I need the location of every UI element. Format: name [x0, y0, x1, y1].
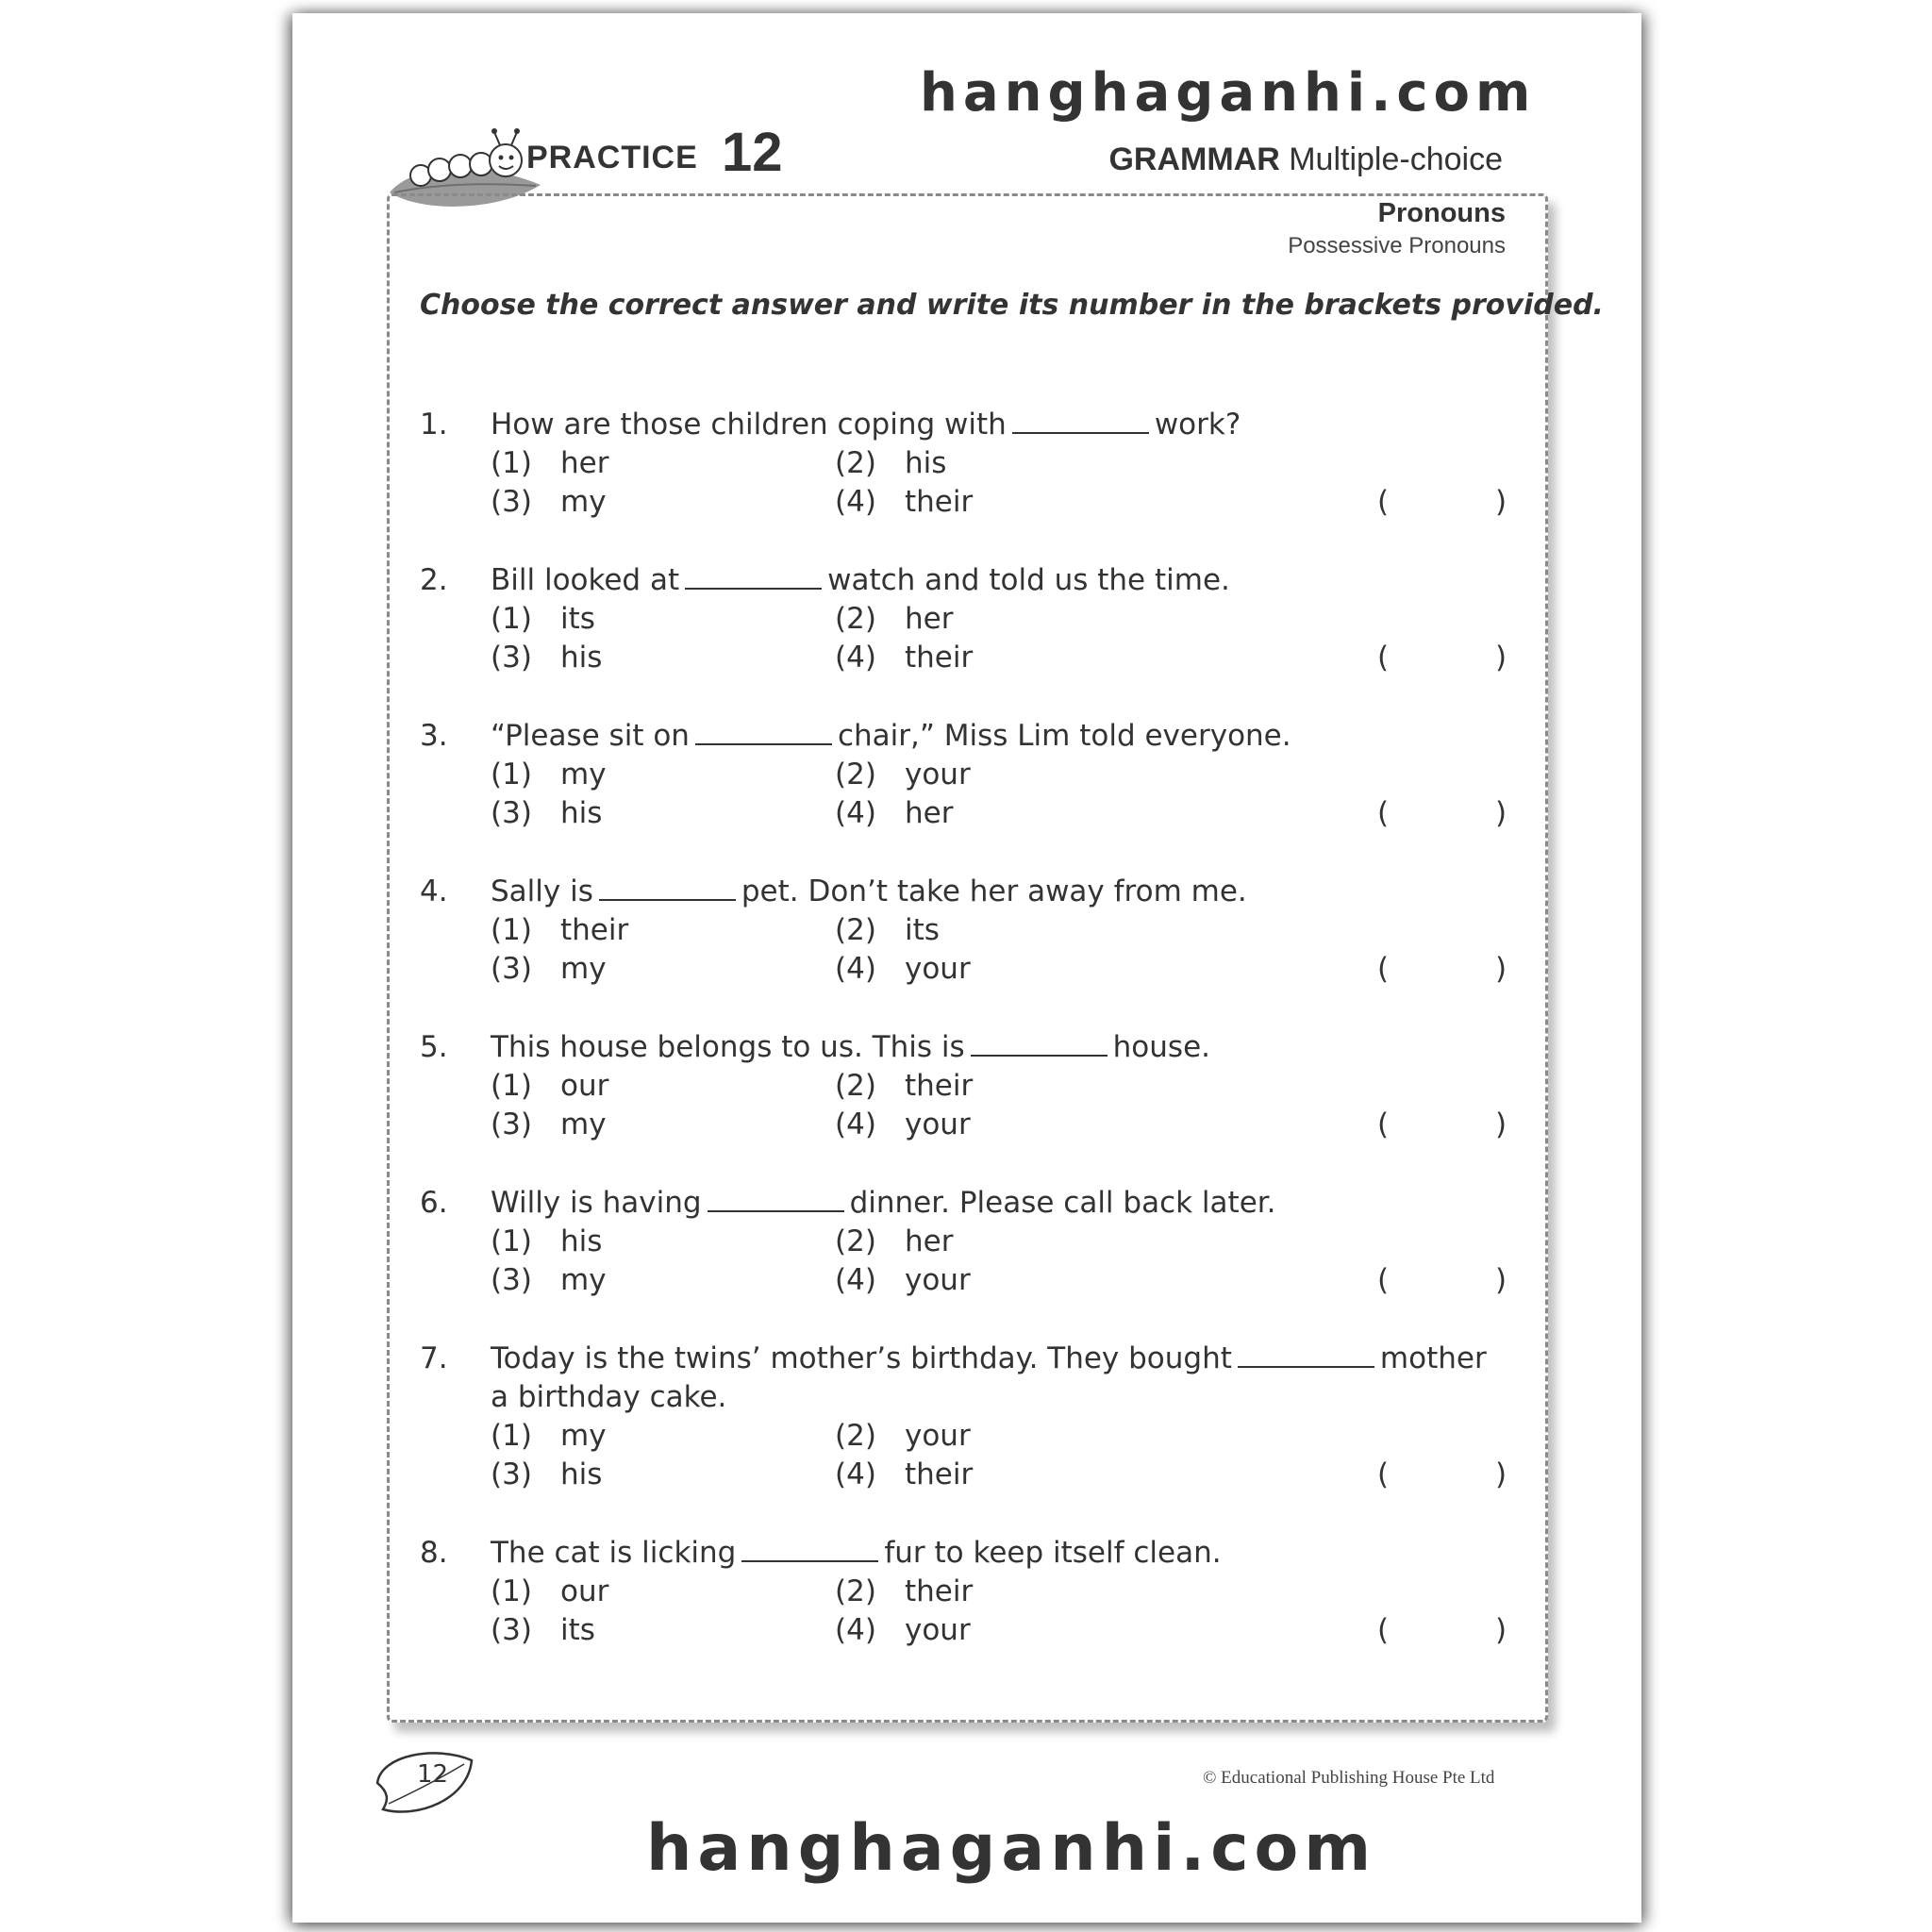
option-3: (3) its — [491, 1613, 595, 1647]
practice-number: 12 — [722, 122, 783, 183]
option-1: (1) our — [491, 1574, 609, 1608]
question-text-line2: a birthday cake. — [491, 1380, 727, 1414]
option-2: (2) your — [835, 1419, 971, 1453]
topic-sub: Possessive Pronouns — [1288, 233, 1506, 258]
answer-blank — [695, 742, 832, 745]
option-3: (3) my — [491, 1263, 607, 1297]
answer-bracket-open[interactable]: ( — [1377, 1108, 1390, 1141]
section-title-rest: Multiple-choice — [1289, 142, 1503, 177]
answer-bracket-close: ) — [1495, 952, 1507, 986]
question-text: Bill looked at watch and told us the time. — [491, 563, 1230, 597]
question-number: 3. — [420, 719, 448, 753]
question-text: Willy is having dinner. Please call back later. — [491, 1186, 1276, 1220]
question-number: 6. — [420, 1186, 448, 1220]
answer-bracket-open[interactable]: ( — [1377, 641, 1390, 675]
answer-blank — [971, 1054, 1108, 1057]
option-2: (2) their — [835, 1069, 974, 1103]
practice-label: PRACTICE — [526, 140, 698, 175]
question-text: Today is the twins’ mother’s birthday. They bought mother — [491, 1341, 1487, 1375]
question-text: This house belongs to us. This is house. — [491, 1030, 1210, 1064]
option-4: (4) your — [835, 1613, 971, 1647]
answer-bracket-open[interactable]: ( — [1377, 1263, 1390, 1297]
answer-bracket-close: ) — [1495, 641, 1507, 675]
option-3: (3) his — [491, 1457, 603, 1491]
answer-bracket-open[interactable]: ( — [1377, 1457, 1390, 1491]
option-4: (4) their — [835, 1457, 974, 1491]
option-2: (2) its — [835, 913, 940, 947]
question-number: 4. — [420, 874, 448, 908]
answer-bracket-close: ) — [1495, 1263, 1507, 1297]
section-title — [1108, 142, 1503, 178]
option-4: (4) their — [835, 485, 974, 519]
answer-bracket-close: ) — [1495, 1613, 1507, 1647]
option-2: (2) her — [835, 602, 954, 636]
answer-bracket-open[interactable]: ( — [1377, 485, 1390, 519]
answer-blank — [599, 898, 736, 901]
option-3: (3) his — [491, 796, 603, 830]
option-2: (2) your — [835, 758, 971, 791]
watermark-bottom: hanghaganhi.com — [646, 1811, 1377, 1886]
option-1: (1) their — [491, 913, 629, 947]
option-4: (4) your — [835, 1108, 971, 1141]
option-1: (1) its — [491, 602, 595, 636]
copyright-text: © Educational Publishing House Pte Ltd — [1203, 1768, 1495, 1788]
answer-bracket-close: ) — [1495, 1108, 1507, 1141]
answer-bracket-open[interactable]: ( — [1377, 1613, 1390, 1647]
question-text: How are those children coping with work? — [491, 408, 1241, 441]
question-number: 7. — [420, 1341, 448, 1375]
question-number: 1. — [420, 408, 448, 441]
topic-main: Pronouns — [1377, 198, 1506, 228]
answer-blank — [708, 1209, 844, 1212]
answer-bracket-close: ) — [1495, 796, 1507, 830]
answer-bracket-open[interactable]: ( — [1377, 796, 1390, 830]
option-3: (3) my — [491, 952, 607, 986]
answer-blank — [741, 1559, 878, 1562]
option-4: (4) your — [835, 1263, 971, 1297]
option-1: (1) my — [491, 758, 607, 791]
instruction-text: Choose the correct answer and write its number in the brackets provided. — [420, 289, 1604, 322]
option-1: (1) my — [491, 1419, 607, 1453]
option-2: (2) his — [835, 446, 947, 480]
question-text: “Please sit on chair,” Miss Lim told everyone. — [491, 719, 1291, 753]
question-text: The cat is licking fur to keep itself clean. — [491, 1536, 1222, 1570]
option-4: (4) her — [835, 796, 954, 830]
topic-heading — [1288, 198, 1506, 259]
answer-bracket-close: ) — [1495, 1457, 1507, 1491]
question-number: 5. — [420, 1030, 448, 1064]
option-2: (2) her — [835, 1224, 954, 1258]
answer-blank — [685, 587, 822, 590]
answer-blank — [1238, 1365, 1374, 1368]
watermark-top: hanghaganhi.com — [920, 62, 1537, 124]
option-1: (1) his — [491, 1224, 603, 1258]
option-2: (2) their — [835, 1574, 974, 1608]
option-3: (3) my — [491, 485, 607, 519]
option-1: (1) her — [491, 446, 609, 480]
option-4: (4) their — [835, 641, 974, 675]
answer-bracket-close: ) — [1495, 485, 1507, 519]
option-3: (3) his — [491, 641, 603, 675]
answer-blank — [1012, 431, 1149, 434]
option-1: (1) our — [491, 1069, 609, 1103]
question-number: 2. — [420, 563, 448, 597]
question-number: 8. — [420, 1536, 448, 1570]
page-number: 12 — [417, 1760, 449, 1789]
answer-bracket-open[interactable]: ( — [1377, 952, 1390, 986]
question-text: Sally is pet. Don’t take her away from me. — [491, 874, 1247, 908]
section-title-bold: GRAMMAR — [1108, 142, 1280, 177]
option-4: (4) your — [835, 952, 971, 986]
option-3: (3) my — [491, 1108, 607, 1141]
